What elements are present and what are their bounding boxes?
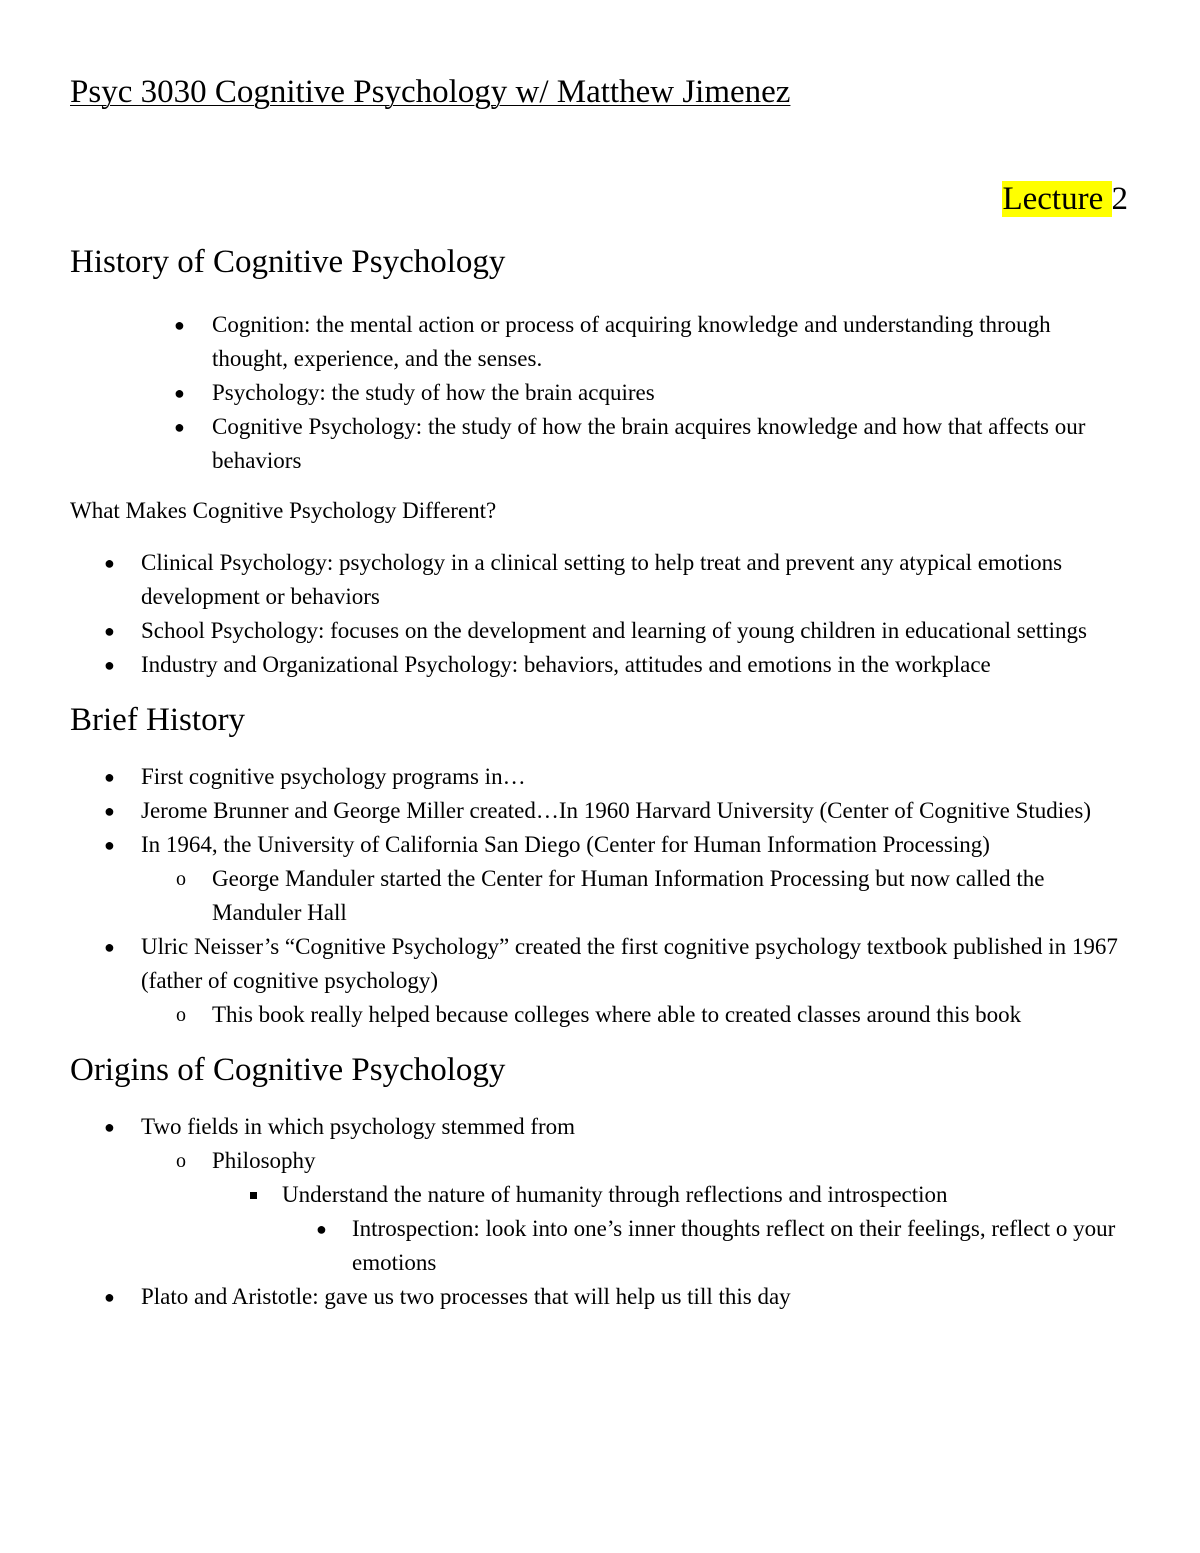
bullet-icon: ● [104, 767, 115, 787]
bullet-icon: ● [104, 1287, 115, 1307]
list-item: o This book really helped because colleges where able to created classes around this book [70, 998, 1130, 1032]
bullet-icon: ● [104, 801, 115, 821]
different-list [70, 546, 1130, 682]
list-item: ● Introspection: look into one’s inner thoughts reflect on their feelings, reflect o your emotions [70, 1212, 1130, 1280]
list-item: Understand the nature of humanity through reflections and introspection [70, 1178, 1130, 1212]
bullet-icon: ● [174, 383, 185, 403]
history-list [70, 308, 1130, 478]
square-bullet-icon [250, 1192, 257, 1199]
bullet-icon: ● [104, 655, 115, 675]
hollow-circle-bullet-icon: o [176, 1004, 186, 1026]
list-item: ● First cognitive psychology programs in… [70, 760, 1130, 794]
bullet-icon: ● [104, 553, 115, 573]
document-title: Psyc 3030 Cognitive Psychology w/ Matthew Jimenez [70, 74, 791, 110]
origins-list [70, 1110, 1130, 1314]
list-item: ● Plato and Aristotle: gave us two processes that will help us till this day [70, 1280, 1130, 1314]
bullet-icon: ● [174, 315, 185, 335]
section-heading-origins: Origins of Cognitive Psychology [70, 1052, 506, 1088]
bullet-icon: ● [104, 835, 115, 855]
list-item: ● In 1964, the University of California San Diego (Center for Human Information Processing) [70, 828, 1130, 862]
bullet-icon: ● [104, 937, 115, 957]
list-item: ● Ulric Neisser’s “Cognitive Psychology” created the first cognitive psychology textbook published in 1967 (father of cognitive psychology) [70, 930, 1130, 998]
list-item: ● Cognitive Psychology: the study of how the brain acquires knowledge and how that affects our behaviors [70, 410, 1130, 478]
subheading-different: What Makes Cognitive Psychology Different? [70, 498, 497, 523]
list-item: ● Cognition: the mental action or process of acquiring knowledge and understanding through thought, experience, and the senses. [70, 308, 1130, 376]
bullet-icon: ● [316, 1219, 327, 1239]
section-heading-history: History of Cognitive Psychology [70, 244, 506, 280]
list-item: ● School Psychology: focuses on the development and learning of young children in educational settings [70, 614, 1130, 648]
list-item: o George Manduler started the Center for Human Information Processing but now called the Manduler Hall [70, 862, 1130, 930]
bullet-icon: ● [104, 621, 115, 641]
section-heading-brief-history: Brief History [70, 702, 246, 738]
document-page [70, 70, 1130, 1314]
brief-history-list [70, 760, 1130, 1032]
list-item: o Philosophy [70, 1144, 1130, 1178]
hollow-circle-bullet-icon: o [176, 1150, 186, 1172]
list-item: ● Clinical Psychology: psychology in a clinical setting to help treat and prevent any atypical emotions development or behaviors [70, 546, 1130, 614]
list-item: ● Two fields in which psychology stemmed from [70, 1110, 1130, 1144]
hollow-circle-bullet-icon: o [176, 868, 186, 890]
list-item: ● Jerome Brunner and George Miller created…In 1960 Harvard University (Center of Cognitive Studies) [70, 794, 1130, 828]
bullet-icon: ● [104, 1117, 115, 1137]
bullet-icon: ● [174, 417, 185, 437]
lecture-number: 2 [1111, 181, 1128, 217]
list-item: ● Psychology: the study of how the brain acquires [70, 376, 1130, 410]
lecture-label [70, 177, 1130, 221]
list-item: ● Industry and Organizational Psychology: behaviors, attitudes and emotions in the workplace [70, 648, 1130, 682]
lecture-highlight: Lecture [1002, 181, 1112, 217]
